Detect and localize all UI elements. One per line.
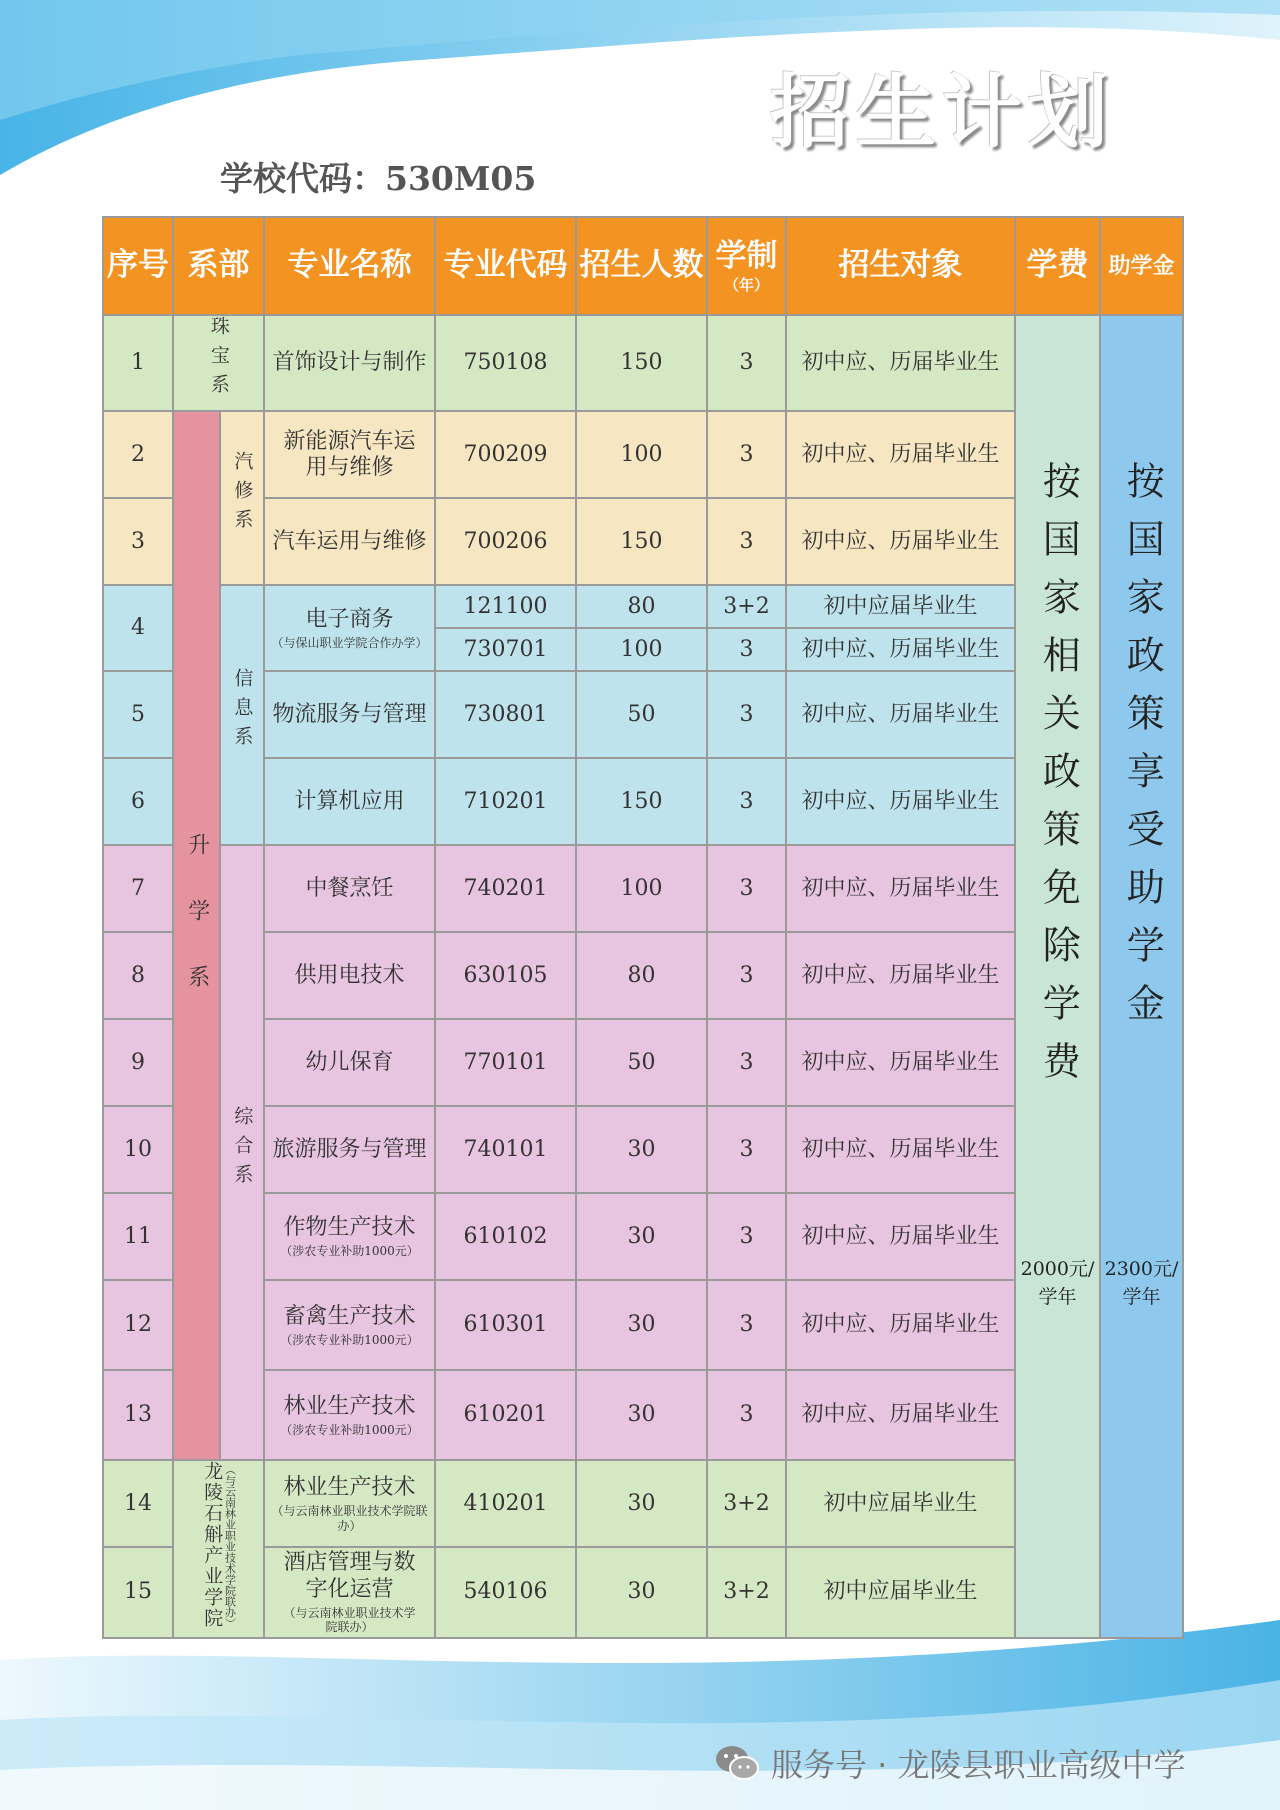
row-code: 610201 <box>435 1370 576 1460</box>
row-target: 初中应、历届毕业生 <box>786 1019 1015 1106</box>
row-target: 初中应、历届毕业生 <box>786 1280 1015 1370</box>
row-target: 初中应、历届毕业生 <box>786 1193 1015 1280</box>
wechat-icon <box>715 1744 759 1782</box>
row-code: 740201 <box>435 845 576 932</box>
dept-info: 信息系 <box>220 585 264 845</box>
header-fee: 学费 <box>1015 217 1100 315</box>
row-major: 作物生产技术 （涉农专业补助1000元） <box>264 1193 435 1280</box>
row-major: 林业生产技术 （涉农专业补助1000元） <box>264 1370 435 1460</box>
row-code: 730801 <box>435 671 576 758</box>
row-major: 首饰设计与制作 <box>264 315 435 411</box>
header-code: 专业代码 <box>435 217 576 315</box>
row-code: 610301 <box>435 1280 576 1370</box>
row-seq: 5 <box>103 671 173 758</box>
row-code: 770101 <box>435 1019 576 1106</box>
row-target: 初中应届毕业生 <box>786 1547 1015 1638</box>
row-major: 幼儿保育 <box>264 1019 435 1106</box>
row-target: 初中应、历届毕业生 <box>786 671 1015 758</box>
row-count: 50 <box>576 671 707 758</box>
row-code: 730701 <box>435 628 576 671</box>
table-row <box>103 315 1183 411</box>
row-years: 3 <box>707 1280 786 1370</box>
row-code: 700206 <box>435 498 576 585</box>
row-count: 100 <box>576 845 707 932</box>
row-major: 计算机应用 <box>264 758 435 845</box>
row-years: 3 <box>707 315 786 411</box>
row-seq: 11 <box>103 1193 173 1280</box>
row-major: 新能源汽车运用与维修 <box>264 411 435 498</box>
row-major: 旅游服务与管理 <box>264 1106 435 1193</box>
row-seq: 9 <box>103 1019 173 1106</box>
dept-auto: 汽修系 <box>220 411 264 585</box>
row-years: 3 <box>707 932 786 1019</box>
row-code: 750108 <box>435 315 576 411</box>
dept-college: 龙陵石斛产业学院（与云南林业职业技术学院联办） <box>173 1460 264 1637</box>
fee-amount: 2000元/学年 <box>1020 1258 1095 1308</box>
row-code: 740101 <box>435 1106 576 1193</box>
row-years: 3 <box>707 845 786 932</box>
row-major: 中餐烹饪 <box>264 845 435 932</box>
row-years: 3 <box>707 498 786 585</box>
row-years: 3 <box>707 1019 786 1106</box>
row-count: 50 <box>576 1019 707 1106</box>
row-seq: 6 <box>103 758 173 845</box>
row-count: 30 <box>576 1547 707 1638</box>
row-seq: 2 <box>103 411 173 498</box>
header-aid: 助学金 <box>1100 217 1183 315</box>
row-count: 30 <box>576 1280 707 1370</box>
table-header <box>103 217 1183 315</box>
row-target: 初中应、历届毕业生 <box>786 758 1015 845</box>
row-seq: 10 <box>103 1106 173 1193</box>
header-years: 学制 （年） <box>707 217 786 315</box>
row-count: 30 <box>576 1370 707 1460</box>
row-count: 30 <box>576 1106 707 1193</box>
row-target: 初中应、历届毕业生 <box>786 498 1015 585</box>
dept-jewelry: 珠宝系 <box>173 315 264 411</box>
row-major: 汽车运用与维修 <box>264 498 435 585</box>
footer-service-account <box>715 1740 1186 1786</box>
aid-column <box>1100 315 1183 1638</box>
row-target: 初中应、历届毕业生 <box>786 932 1015 1019</box>
row-target: 初中应、历届毕业生 <box>786 628 1015 671</box>
header-target: 招生对象 <box>786 217 1015 315</box>
row-count: 80 <box>576 585 707 628</box>
row-target: 初中应、历届毕业生 <box>786 1106 1015 1193</box>
row-seq: 14 <box>103 1460 173 1547</box>
row-target: 初中应届毕业生 <box>786 585 1015 628</box>
row-count: 80 <box>576 932 707 1019</box>
row-count: 30 <box>576 1460 707 1547</box>
row-count: 150 <box>576 758 707 845</box>
header-count: 招生人数 <box>576 217 707 315</box>
row-code: 610102 <box>435 1193 576 1280</box>
row-code: 410201 <box>435 1460 576 1547</box>
header-dept: 系部 <box>173 217 264 315</box>
row-count: 100 <box>576 411 707 498</box>
row-seq: 12 <box>103 1280 173 1370</box>
header-major: 专业名称 <box>264 217 435 315</box>
row-years: 3 <box>707 628 786 671</box>
row-code: 540106 <box>435 1547 576 1638</box>
row-years: 3 <box>707 758 786 845</box>
row-seq: 4 <box>103 585 173 671</box>
row-years: 3 <box>707 671 786 758</box>
row-target: 初中应、历届毕业生 <box>786 315 1015 411</box>
school-code: 学校代码：530M05 <box>220 159 537 198</box>
row-count: 100 <box>576 628 707 671</box>
row-major: 物流服务与管理 <box>264 671 435 758</box>
row-seq: 13 <box>103 1370 173 1460</box>
row-years: 3 <box>707 1370 786 1460</box>
row-major: 电子商务 （与保山职业学院合作办学） <box>264 585 435 671</box>
row-target: 初中应、历届毕业生 <box>786 845 1015 932</box>
row-code: 630105 <box>435 932 576 1019</box>
row-count: 150 <box>576 498 707 585</box>
row-code: 121100 <box>435 585 576 628</box>
row-years: 3+2 <box>707 585 786 628</box>
header-seq: 序号 <box>103 217 173 315</box>
row-years: 3+2 <box>707 1547 786 1638</box>
row-target: 初中应届毕业生 <box>786 1460 1015 1547</box>
row-major: 供用电技术 <box>264 932 435 1019</box>
row-seq: 1 <box>103 315 173 411</box>
row-count: 150 <box>576 315 707 411</box>
fee-column <box>1015 315 1100 1638</box>
aid-amount: 2300元/学年 <box>1104 1258 1179 1308</box>
row-seq: 15 <box>103 1547 173 1638</box>
row-code: 700209 <box>435 411 576 498</box>
dept-shengxue: 升学系 <box>173 411 220 1460</box>
enrollment-table <box>102 216 1184 1639</box>
row-target: 初中应、历届毕业生 <box>786 1370 1015 1460</box>
row-seq: 8 <box>103 932 173 1019</box>
row-major: 畜禽生产技术 （涉农专业补助1000元） <box>264 1280 435 1370</box>
page-title: 招生计划 <box>770 65 1114 159</box>
dept-zonghe: 综合系 <box>220 845 264 1460</box>
row-years: 3 <box>707 1193 786 1280</box>
row-seq: 7 <box>103 845 173 932</box>
row-seq: 3 <box>103 498 173 585</box>
row-target: 初中应、历届毕业生 <box>786 411 1015 498</box>
fee-policy: 按国家相关政策免除学费 <box>1036 461 1081 1099</box>
row-code: 710201 <box>435 758 576 845</box>
row-years: 3 <box>707 1106 786 1193</box>
row-major: 酒店管理与数字化运营 （与云南林业职业技术学院联办） <box>264 1547 435 1638</box>
aid-policy: 按国家政策享受助学金 <box>1120 461 1165 1041</box>
row-major: 林业生产技术 （与云南林业职业技术学院联办） <box>264 1460 435 1547</box>
row-count: 30 <box>576 1193 707 1280</box>
row-years: 3 <box>707 411 786 498</box>
footer-text: 服务号 · 龙陵县职业高级中学 <box>771 1746 1186 1784</box>
row-years: 3+2 <box>707 1460 786 1547</box>
